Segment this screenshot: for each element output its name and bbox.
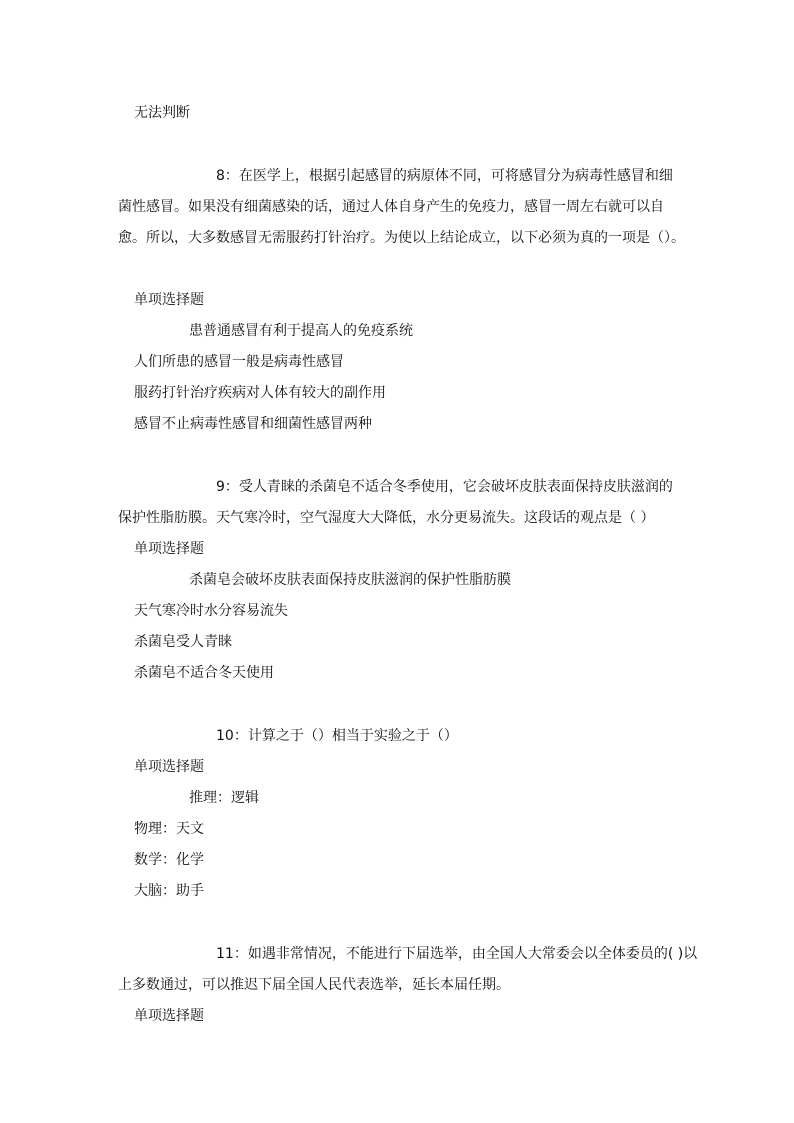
question-10-stem-line-1: 10：计算之于（）相当于实验之于（） (216, 728, 458, 744)
question-8-option-4: 感冒不止病毒性感冒和细菌性感冒两种 (134, 416, 372, 432)
question-10-option-3: 数学：化学 (134, 852, 204, 868)
question-9-option-4: 杀菌皂不适合冬天使用 (134, 665, 274, 681)
question-8-option-3: 服药打针治疗疾病对人体有较大的副作用 (134, 385, 386, 401)
question-8-stem-line-1: 8：在医学上，根据引起感冒的病原体不同，可将感冒分为病毒性感冒和细 (216, 168, 673, 184)
question-10-option-4: 大脑：助手 (134, 883, 204, 899)
question-10-option-1: 推理：逻辑 (189, 790, 259, 806)
question-8-stem-line-3: 愈。所以，大多数感冒无需服药打针治疗。为使以上结论成立，以下必须为真的一项是（）。 (118, 230, 685, 246)
question-9-stem-line-2: 保护性脂肪膜。天气寒冷时，空气湿度大大降低，水分更易流失。这段话的观点是（ ） (118, 510, 655, 526)
question-9-option-2: 天气寒冷时水分容易流失 (134, 603, 288, 619)
question-11-type: 单项选择题 (134, 1008, 204, 1024)
question-10-type: 单项选择题 (134, 759, 204, 775)
question-9-type: 单项选择题 (134, 541, 204, 557)
question-8-option-2: 人们所患的感冒一般是病毒性感冒 (134, 354, 344, 370)
question-9-option-3: 杀菌皂受人青睐 (134, 634, 232, 650)
question-9-option-1: 杀菌皂会破坏皮肤表面保持皮肤滋润的保护性脂肪膜 (189, 572, 511, 588)
question-9-stem-line-1: 9：受人青睐的杀菌皂不适合冬季使用，它会破坏皮肤表面保持皮肤滋润的 (216, 479, 673, 495)
intro-option: 无法判断 (134, 105, 190, 121)
question-8-stem-line-2: 菌性感冒。如果没有细菌感染的话，通过人体自身产生的免疫力，感冒一周左右就可以自 (118, 199, 664, 215)
question-8-option-1: 患普通感冒有利于提高人的免疫系统 (189, 323, 413, 339)
question-8-type: 单项选择题 (134, 292, 204, 308)
question-10-option-2: 物理：天文 (134, 821, 204, 837)
question-11-stem-line-2: 上多数通过，可以推迟下届全国人民代表选举，延长本届任期。 (118, 977, 510, 993)
question-11-stem-line-1: 11：如遇非常情况，不能进行下届选举，由全国人大常委会以全体委员的( )以 (216, 946, 698, 962)
